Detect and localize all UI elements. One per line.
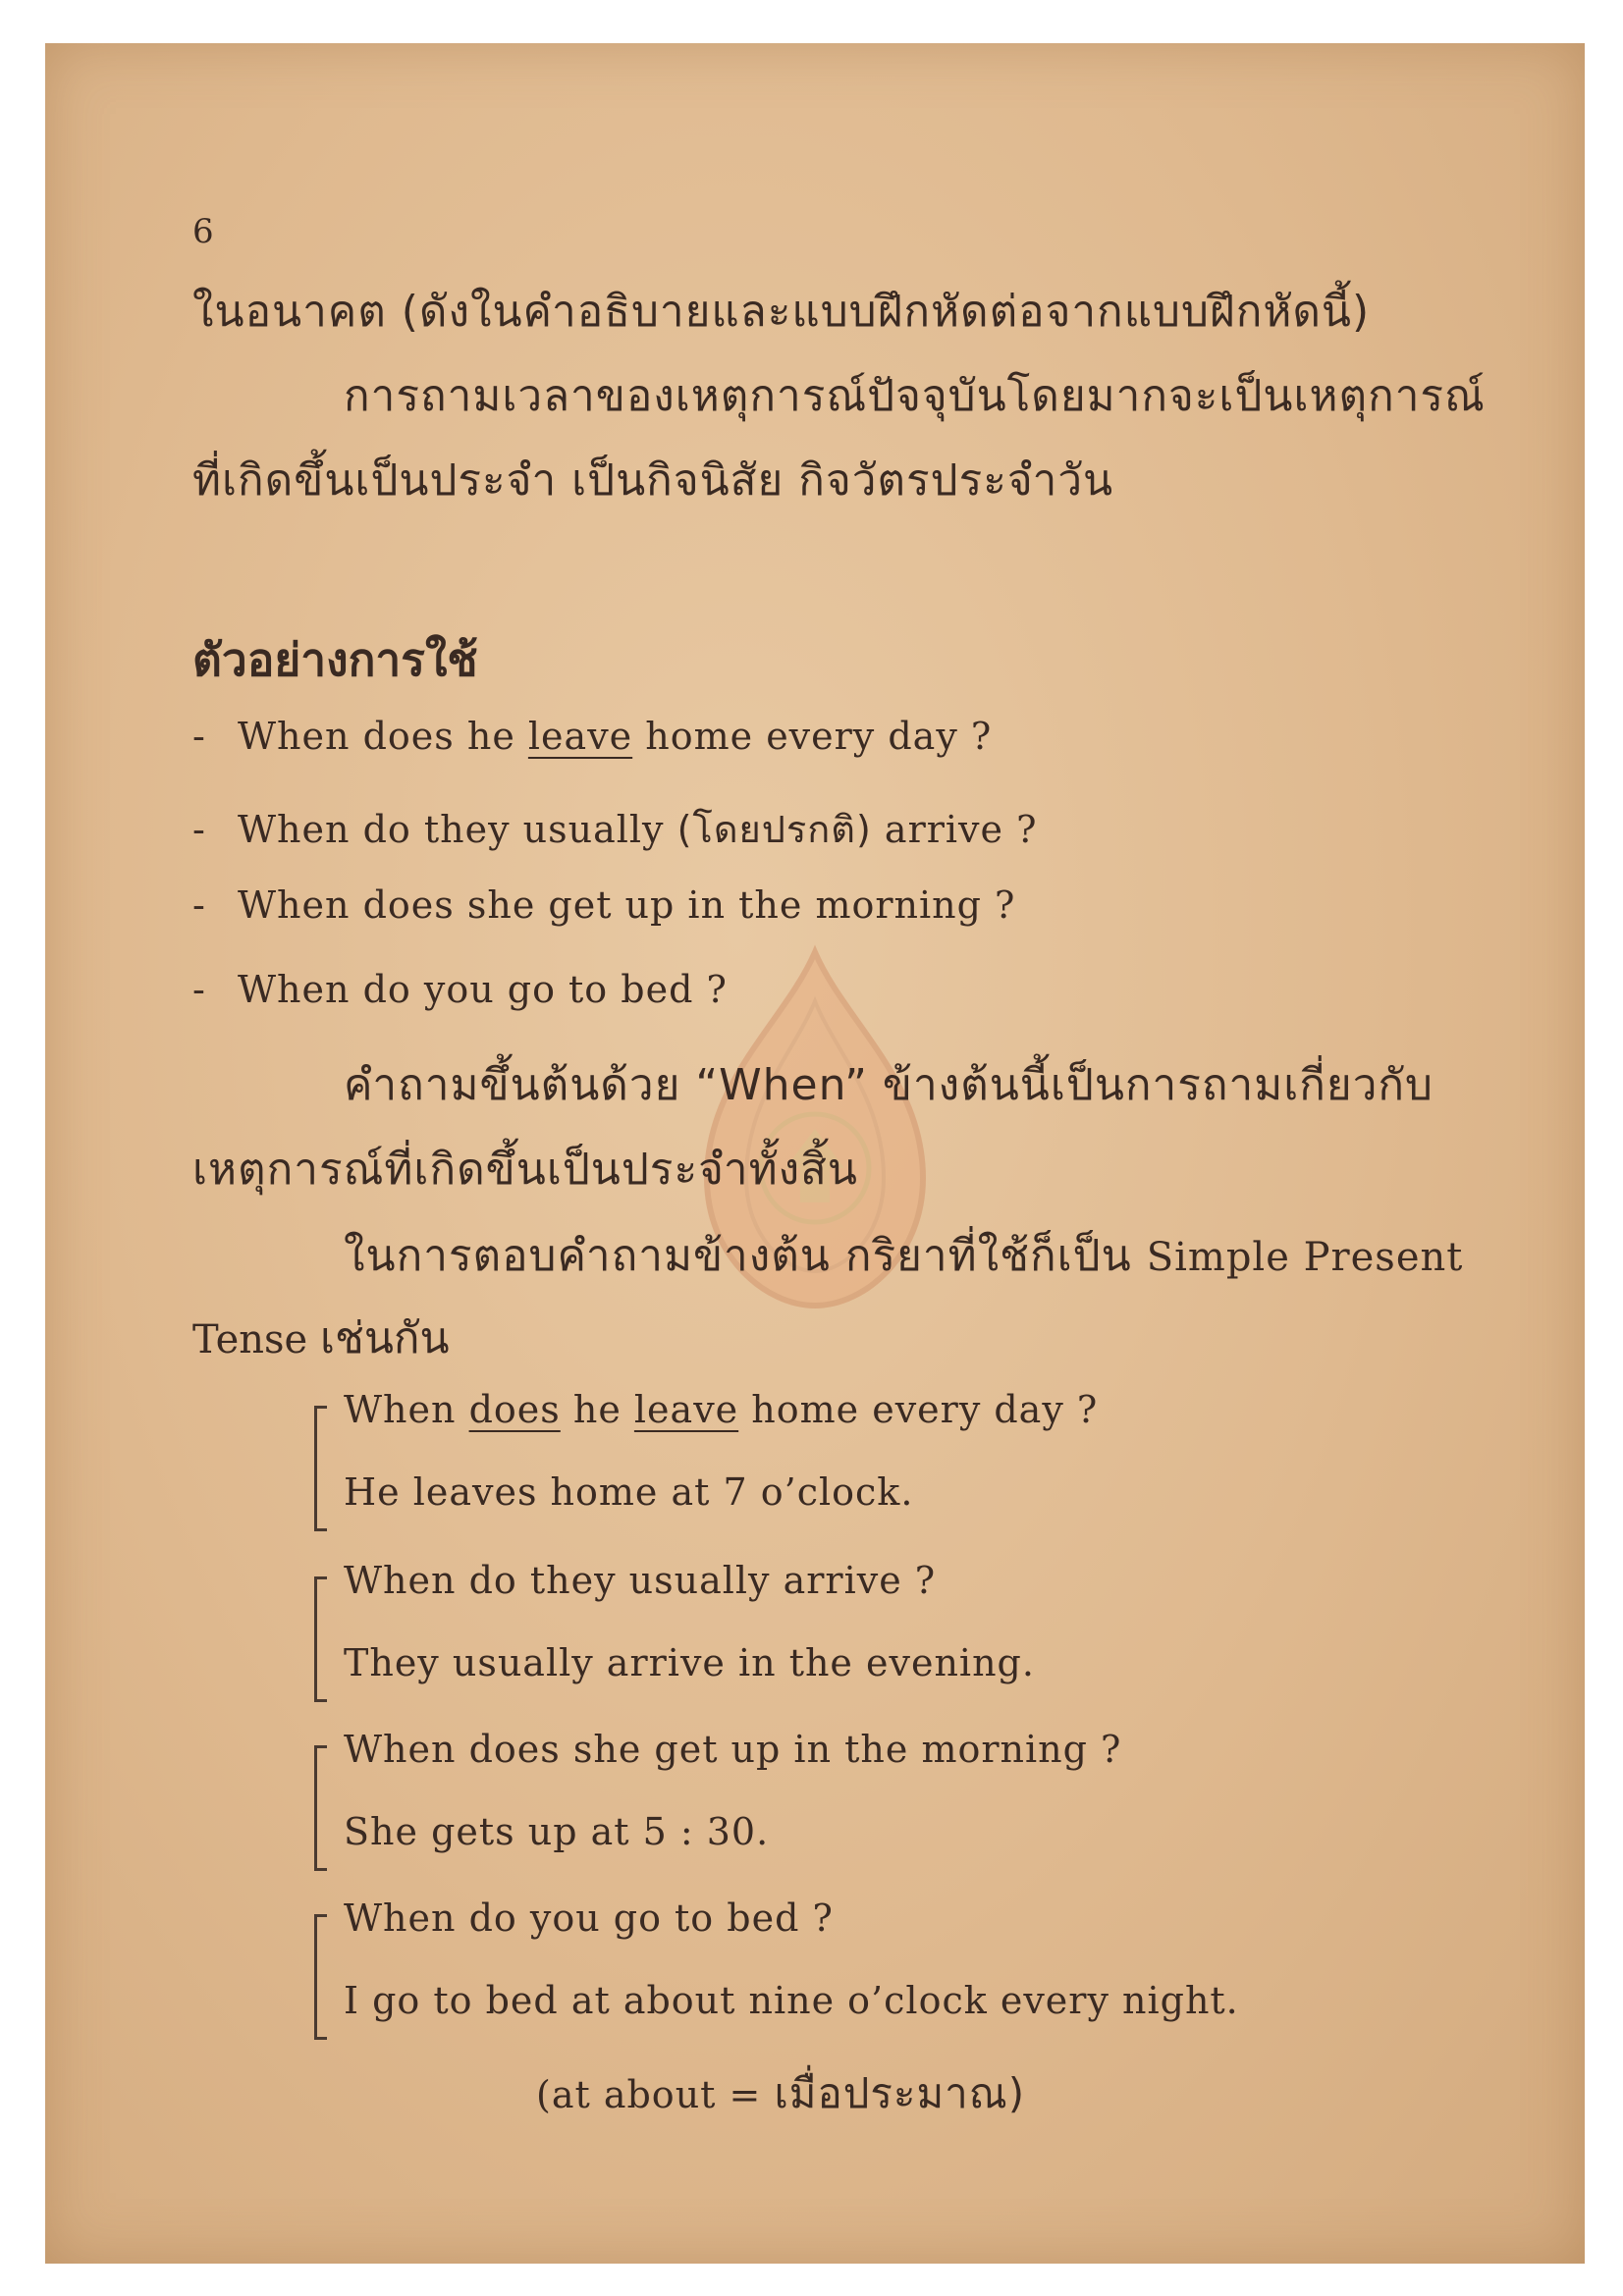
example-2-before: When do they usually xyxy=(238,808,677,851)
qa-2-question: When do they usually arrive ? xyxy=(344,1559,937,1602)
example-item-4: - When do you go to bed ? xyxy=(192,968,728,1011)
example-4-text: When do you go to bed ? xyxy=(238,968,728,1011)
explanation-line-1: คำถามขึ้นต้นด้วย “When” ข้างต้นนี้เป็นการถามเกี่ยวกับ xyxy=(344,1060,1434,1110)
qa-pair-4 xyxy=(314,1896,1394,2044)
qa-bracket xyxy=(314,1406,327,1531)
intro-line-2: การถามเวลาของเหตุการณ์ปัจจุบันโดยมากจะเป็นเหตุการณ์ xyxy=(344,371,1486,421)
qa-4-answer: I go to bed at about nine o’clock every night. xyxy=(344,1979,1239,2022)
explanation-line-3 xyxy=(344,1221,1463,1290)
qa-pair-1 xyxy=(314,1388,1394,1535)
explanation-line-3-english: Simple Present xyxy=(1146,1235,1464,1280)
explanation-line-4-english: Tense xyxy=(192,1317,308,1362)
qa-pair-3 xyxy=(314,1728,1394,1875)
qa-pair-2 xyxy=(314,1559,1394,1706)
qa-4-question: When do you go to bed ? xyxy=(344,1896,834,1940)
explanation-line-2: เหตุการณ์ที่เกิดขึ้นเป็นประจำทั้งสิ้น xyxy=(192,1145,858,1195)
qa-bracket xyxy=(314,1745,327,1871)
page-number: 6 xyxy=(192,212,214,251)
qa-bracket xyxy=(314,1576,327,1702)
section-heading: ตัวอย่างการใช้ xyxy=(192,633,478,686)
qa-2-answer: They usually arrive in the evening. xyxy=(344,1641,1035,1684)
example-item-2: - When do they usually (โดยปรกติ) arrive ? xyxy=(192,808,1038,851)
qa-1-q-part2: he xyxy=(560,1388,634,1431)
example-2-thai-gloss: (โดยปรกติ) xyxy=(676,808,872,851)
qa-1-answer: He leaves home at 7 o’clock. xyxy=(344,1470,914,1514)
qa-1-question xyxy=(344,1388,1098,1431)
footnote xyxy=(536,2061,1025,2126)
example-3-text: When does she get up in the morning ? xyxy=(238,883,1016,927)
qa-1-q-underlined-aux: does xyxy=(468,1388,561,1431)
explanation-line-3-thai: ในการตอบคำถามข้างต้น กริยาที่ใช้ก็เป็น xyxy=(344,1231,1132,1281)
qa-bracket xyxy=(314,1914,327,2040)
example-1-prefix: When does he xyxy=(238,715,528,758)
qa-1-q-underlined-verb: leave xyxy=(633,1388,739,1431)
qa-1-q-part3: home every day ? xyxy=(738,1388,1099,1431)
example-2-after: arrive ? xyxy=(871,808,1038,851)
explanation-line-4 xyxy=(192,1304,450,1372)
intro-line-3: ที่เกิดขึ้นเป็นประจำ เป็นกิจนิสัย กิจวัตรประจำวัน xyxy=(192,455,1114,506)
qa-3-question: When does she get up in the morning ? xyxy=(344,1728,1122,1771)
example-1-suffix: home every day ? xyxy=(632,715,993,758)
example-1-underlined-verb: leave xyxy=(527,715,633,758)
qa-3-answer: She gets up at 5 : 30. xyxy=(344,1810,770,1853)
example-item-1: - When does he leave home every day ? xyxy=(192,715,993,758)
explanation-line-4-thai: เช่นกัน xyxy=(319,1313,450,1363)
example-item-3: - When does she get up in the morning ? xyxy=(192,883,1016,927)
intro-line-1: ในอนาคต (ดังในคำอธิบายและแบบฝึกหัดต่อจากแบบฝึกหัดนี้) xyxy=(192,287,1371,337)
footnote-thai: เมื่อประมาณ) xyxy=(774,2069,1026,2117)
footnote-english: (at about = xyxy=(536,2073,775,2116)
qa-1-q-part1: When xyxy=(344,1388,469,1431)
